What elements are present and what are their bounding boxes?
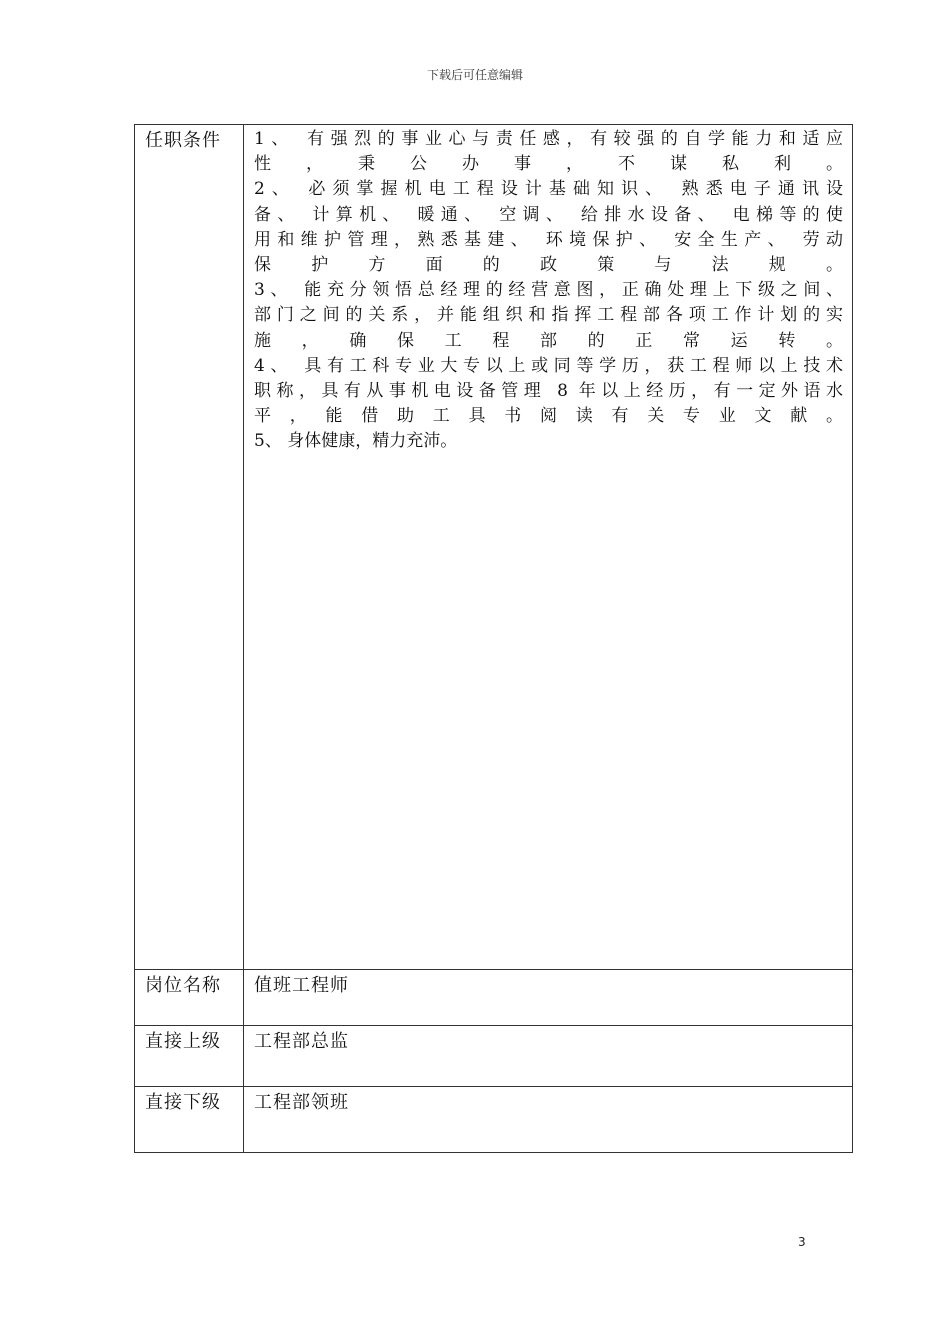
requirement-line: 5、 身体健康，精力充沛。 [254,431,458,452]
requirement-line: 保 护 方 面 的 政 策 与 法 规 。 [254,254,843,275]
direct-subordinate-row [135,1087,853,1153]
job-description-table [134,124,853,1153]
position-name-cell [244,970,853,1026]
requirement-line: 3、 能充分领悟总经理的经营意图，正确处理上下级之间、 [254,280,843,301]
requirement-line: 1、 有强烈的事业心与责任感，有较强的自学能力和适应 [254,129,843,149]
requirements-label: 任职条件 [135,125,244,970]
requirements-row [135,125,853,970]
requirement-line: 性 ， 秉 公 办 事 ， 不 谋 私 利 。 [254,154,843,175]
requirements-content [244,125,853,970]
requirement-line: 用和维护管理，熟悉基建、 环境保护、 安全生产、 劳动 [254,229,843,250]
requirement-line: 部门之间的关系，并能组织和指挥工程部各项工作计划的实 [254,305,843,326]
direct-subordinate-value: 工程部领班 [254,1092,349,1113]
position-name-row [135,970,853,1026]
direct-superior-label: 直接上级 [135,1026,244,1087]
position-name-value: 值班工程师 [254,975,349,996]
direct-subordinate-label: 直接下级 [135,1087,244,1153]
requirement-line: 备、 计算机、 暖通、 空调、 给排水设备、 电梯等的使 [254,204,843,225]
requirement-line: 2、 必须掌握机电工程设计基础知识、 熟悉电子通讯设 [254,179,843,200]
requirement-line: 4、 具有工科专业大专以上或同等学历，获工程师以上技术 [254,355,843,376]
requirement-line: 职称，具有从事机电设备管理 8 年以上经历，有一定外语水 [254,380,843,401]
direct-superior-value: 工程部总监 [254,1031,349,1052]
requirement-line: 平 ， 能 借 助 工 具 书 阅 读 有 关 专 业 文 献 。 [254,406,843,427]
requirement-line: 施 ， 确 保 工 程 部 的 正 常 运 转 。 [254,330,843,351]
direct-subordinate-cell [244,1087,853,1153]
page-number: 3 [798,1235,806,1249]
direct-superior-cell [244,1026,853,1087]
page-header: 下载后可任意编辑 [426,68,523,82]
direct-superior-row [135,1026,853,1087]
position-name-label: 岗位名称 [135,970,244,1026]
